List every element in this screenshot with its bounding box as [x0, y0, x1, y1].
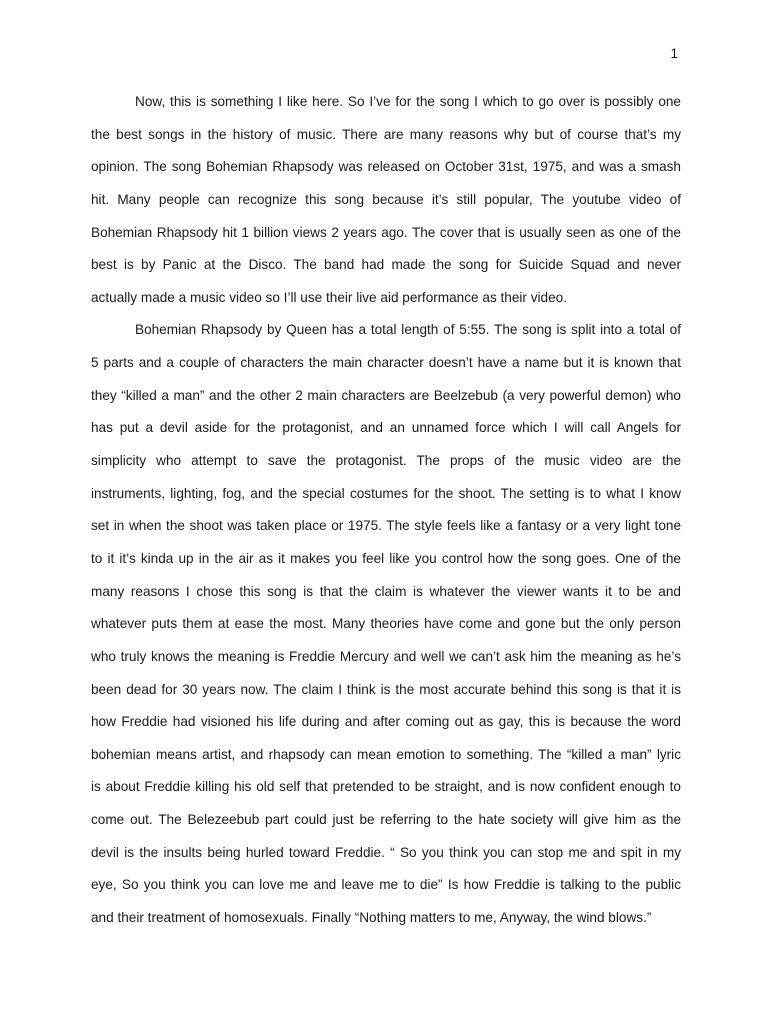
text-line: who truly knows the meaning is Freddie Mercury and well we can’t ask him the meaning as he’s	[91, 648, 681, 664]
text-line: the best songs in the history of music. There are many reasons why but of course that’s my	[91, 126, 681, 142]
text-line: Bohemian Rhapsody by Queen has a total length of 5:55. The song is split into a total of	[135, 322, 681, 338]
text-line: simplicity who attempt to save the protagonist. The props of the music video are the	[91, 453, 681, 469]
text-line: Now, this is something I like here. So I’ve for the song I which to go over is possibly one	[135, 94, 681, 109]
paragraph-1	[91, 86, 681, 314]
text-line: opinion. The song Bohemian Rhapsody was released on October 31st, 1975, and was a smash	[91, 159, 681, 175]
text-line: and their treatment of homosexuals. Finally “Nothing matters to me, Anyway, the wind blows.”	[91, 910, 652, 926]
text-line: bohemian means artist, and rhapsody can mean emotion to something. The “killed a man” lyric	[91, 746, 681, 762]
text-line: set in when the shoot was taken place or 1975. The style feels like a fantasy or a very light tone	[91, 518, 681, 534]
text-line: eye, So you think you can love me and leave me to die” Is how Freddie is talking to the public	[91, 877, 681, 893]
text-line: how Freddie had visioned his life during and after coming out as gay, this is because the word	[91, 714, 681, 730]
text-line: is about Freddie killing his old self that pretended to be straight, and is now confident enough to	[91, 779, 681, 795]
text-line: best is by Panic at the Disco. The band had made the song for Suicide Squad and never	[91, 257, 681, 273]
body-text	[91, 86, 681, 935]
text-line: come out. The Belezeebub part could just be referring to the hate society will give him as the	[91, 812, 681, 828]
text-line: Bohemian Rhapsody hit 1 billion views 2 years ago. The cover that is usually seen as one of the	[91, 224, 681, 240]
text-line: hit. Many people can recognize this song because it’s still popular, The youtube video of	[91, 191, 681, 207]
text-line: has put a devil aside for the protagonist, and an unnamed force which I will call Angels for	[91, 420, 681, 436]
text-line: actually made a music video so I’ll use their live aid performance as their video.	[91, 289, 568, 305]
paragraph-2	[91, 314, 681, 934]
text-line: been dead for 30 years now. The claim I think is the most accurate behind this song is that it is	[91, 681, 681, 697]
page-number: 1	[670, 46, 678, 61]
text-line: instruments, lighting, fog, and the special costumes for the shoot. The setting is to what I know	[91, 485, 681, 501]
text-line: they “killed a man” and the other 2 main characters are Beelzebub (a very powerful demon) who	[91, 387, 681, 403]
text-line: whatever puts them at ease the most. Many theories have come and gone but the only person	[91, 616, 681, 632]
text-line: 5 parts and a couple of characters the main character doesn’t have a name but it is known that	[91, 355, 681, 371]
text-line: to it it’s kinda up in the air as it makes you feel like you control how the song goes. One of the	[91, 550, 681, 566]
text-line: devil is the insults being hurled toward Freddie. “ So you think you can stop me and spit in my	[91, 844, 681, 860]
text-line: many reasons I chose this song is that the claim is whatever the viewer wants it to be and	[91, 583, 681, 599]
